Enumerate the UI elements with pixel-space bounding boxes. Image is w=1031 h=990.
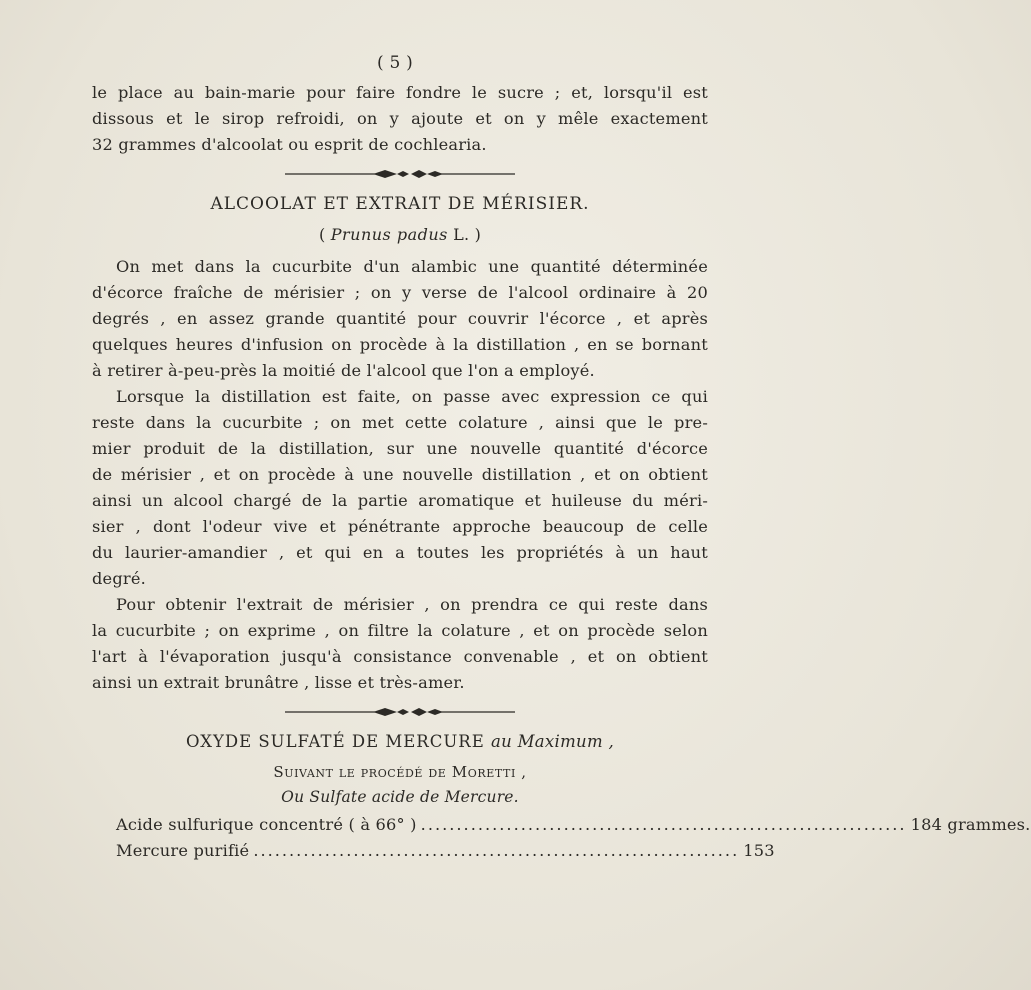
- ingredient-row: [116, 838, 775, 864]
- text-line: ainsi un alcool chargé de la partie aromatique et huileuse du méri-: [92, 491, 708, 510]
- ingredient-amount: 184 grammes.: [910, 815, 1031, 834]
- section-subtitle: ( Prunus padus L. ): [318, 225, 482, 244]
- page-number: ( 5 ): [377, 53, 413, 73]
- ingredient-name: Acide sulfurique concentré ( à 66° ): [116, 815, 417, 834]
- ingredient-amount: 153: [743, 841, 775, 860]
- text-line: ainsi un extrait brunâtre , lisse et très-amer.: [92, 673, 465, 692]
- ingredient-row: [116, 812, 1031, 838]
- text-line: Pour obtenir l'extrait de mérisier , on prendra ce qui reste dans: [116, 595, 708, 614]
- paragraph: [92, 254, 708, 384]
- text-line: reste dans la cucurbite ; on met cette colature , ainsi que le pre-: [92, 413, 708, 432]
- text-line: degré.: [92, 569, 146, 588]
- text-line: d'écorce fraîche de mérisier ; on y verse de l'alcool ordinaire à 20: [92, 283, 708, 302]
- text-line: sier , dont l'odeur vive et pénétrante approche beaucoup de celle: [92, 517, 708, 536]
- text-line: quelques heures d'infusion on procède à la distillation , en se bornant: [92, 335, 708, 354]
- text-line: 32 grammes d'alcoolat ou esprit de cochlearia.: [92, 135, 487, 154]
- text-line: Lorsque la distillation est faite, on passe avec expression ce qui: [116, 387, 708, 406]
- page: [92, 52, 1031, 864]
- intro-paragraph: [92, 80, 708, 158]
- text-line: le place au bain-marie pour faire fondre le sucre ; et, lorsqu'il est: [92, 83, 708, 102]
- latin-name: Prunus padus: [330, 225, 448, 244]
- section-title: OXYDE SULFATÉ DE MERCURE au Maximum ,: [185, 732, 615, 751]
- text-line: On met dans la cucurbite d'un alambic une quantité déterminée: [116, 257, 708, 276]
- leader-dots: ....................................................................: [253, 841, 740, 860]
- leader-dots: ....................................................................: [420, 815, 907, 834]
- paragraph: [92, 592, 708, 696]
- section-title: ALCOOLAT ET EXTRAIT DE MÉRISIER.: [210, 194, 590, 214]
- ornament-divider: [285, 168, 515, 180]
- ornament-divider: [285, 706, 515, 718]
- text-line: degrés , en assez grande quantité pour couvrir l'écorce , et après: [92, 309, 708, 328]
- text-line: du laurier-amandier , et qui en a toutes les propriétés à un haut: [92, 543, 708, 562]
- paragraph: [92, 384, 708, 592]
- text-line: mier produit de la distillation, sur une nouvelle quantité d'écorce: [92, 439, 708, 458]
- alternate-name: Ou Sulfate acide de Mercure.: [281, 788, 519, 806]
- text-line: dissous et le sirop refroidi, on y ajoute et on y mêle exactement: [92, 109, 708, 128]
- text-line: l'art à l'évaporation jusqu'à consistance convenable , et on obtient: [92, 647, 708, 666]
- procedure-line: Suivant le procédé de Moretti ,: [273, 763, 527, 781]
- text-line: la cucurbite ; on exprime , on filtre la colature , et on procède selon: [92, 621, 708, 640]
- text-line: à retirer à-peu-près la moitié de l'alcool que l'on a employé.: [92, 361, 595, 380]
- ingredient-name: Mercure purifié: [116, 841, 250, 860]
- ingredient-list: [92, 812, 1031, 864]
- text-line: de mérisier , et on procède à une nouvelle distillation , et on obtient: [92, 465, 708, 484]
